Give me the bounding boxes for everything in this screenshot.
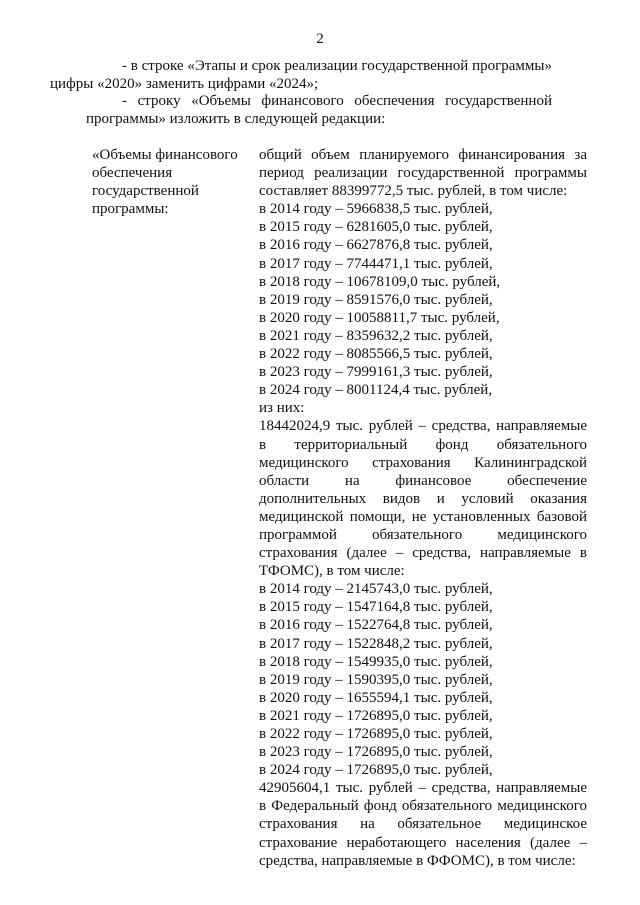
total-year-item: в 2023 году – 7999161,3 тыс. рублей,	[259, 364, 493, 381]
tfoms-year-item: в 2024 году – 1726895,0 тыс. рублей,	[259, 762, 493, 779]
amendment-item-stages-line1: - в строке «Этапы и срок реализации государственной программы»	[122, 58, 552, 74]
ffoms-text-line: страхования на обязательное медицинское	[259, 816, 587, 833]
tfoms-text-line: области на финансовое обеспечение	[259, 472, 587, 489]
total-year-item: в 2014 году – 5966838,5 тыс. рублей,	[259, 201, 493, 218]
total-text-line: составляет 88399772,5 тыс. рублей, в том числе:	[259, 183, 568, 200]
total-year-item: в 2024 году – 8001124,4 тыс. рублей,	[259, 382, 493, 399]
amendment-item-stages-line2: цифры «2020» заменить цифрами «2024»;	[50, 75, 319, 92]
tfoms-text-line: медицинской помощи, не установленных базовой	[259, 508, 587, 525]
tfoms-year-item: в 2019 году – 1590395,0 тыс. рублей,	[259, 671, 493, 688]
tfoms-year-item: в 2016 году – 1522764,8 тыс. рублей,	[259, 617, 493, 634]
ffoms-text-line: в Федеральный фонд обязательного медицинского	[259, 798, 587, 815]
tfoms-year-item: в 2023 году – 1726895,0 тыс. рублей,	[259, 744, 493, 761]
total-year-item: в 2018 году – 10678109,0 тыс. рублей,	[259, 273, 501, 290]
row-label-line: программы:	[92, 201, 169, 218]
total-year-item: в 2017 году – 7744471,1 тыс. рублей,	[259, 255, 493, 272]
total-text-line: период реализации государственной программы	[259, 165, 587, 182]
row-label-line: обеспечения	[92, 165, 173, 182]
ffoms-text-line: 42905604,1 тыс. рублей – средства, направляемые	[259, 780, 587, 797]
total-year-item: в 2021 году – 8359632,2 тыс. рублей,	[259, 327, 493, 344]
tfoms-year-item: в 2022 году – 1726895,0 тыс. рублей,	[259, 726, 493, 742]
total-year-item: в 2016 году – 6627876,8 тыс. рублей,	[259, 237, 493, 254]
row-label-line: «Объемы финансового	[92, 147, 238, 163]
row-label-line: государственной	[92, 183, 199, 200]
tfoms-year-item: в 2018 году – 1549935,0 тыс. рублей,	[259, 653, 493, 670]
total-year-item: в 2020 году – 10058811,7 тыс. рублей,	[259, 309, 500, 326]
tfoms-year-item: в 2015 году – 1547164,8 тыс. рублей,	[259, 599, 493, 616]
row-content	[259, 146, 587, 870]
tfoms-text-line: ТФОМС), в том числе:	[259, 563, 405, 580]
tfoms-year-item: в 2021 году – 1726895,0 тыс. рублей,	[259, 707, 493, 724]
total-year-item: в 2022 году – 8085566,5 тыс. рублей,	[259, 346, 493, 363]
amendment-item-funding	[86, 93, 588, 128]
ffoms-text-line: страхование неработающего населения (далее –	[259, 834, 587, 851]
tfoms-text-line: 18442024,9 тыс. рублей – средства, направляемые	[259, 418, 587, 435]
total-year-item: в 2019 году – 8591576,0 тыс. рублей,	[259, 291, 493, 308]
amendment-item-funding-line1: - строку «Объемы финансового обеспечения государственной	[122, 93, 552, 109]
tfoms-year-item: в 2017 году – 1522848,2 тыс. рублей,	[259, 635, 493, 652]
tfoms-text-line: страхования (далее – средства, направляемые в	[259, 545, 587, 562]
tfoms-text-line: программой обязательного медицинского	[259, 526, 587, 543]
tfoms-year-item: в 2020 году – 1655594,1 тыс. рублей,	[259, 689, 493, 706]
tfoms-text-line: дополнительных видов и условий оказания	[259, 490, 587, 507]
tfoms-text-line: в территориальный фонд обязательного	[259, 436, 587, 453]
tfoms-text-line: медицинского страхования Калининградской	[259, 454, 587, 471]
amendment-item-stages	[50, 58, 588, 93]
total-text-line: общий объем планируемого финансирования за	[259, 147, 587, 163]
amendment-item-funding-line2: программы» изложить в следующей редакции:	[86, 110, 386, 127]
tfoms-year-item: в 2014 году – 2145743,0 тыс. рублей,	[259, 581, 493, 598]
page-number: 2	[316, 31, 324, 47]
ffoms-text-line: средства, направляемые в ФФОМС), в том числе:	[259, 852, 576, 869]
of-them-label: из них:	[259, 400, 305, 417]
total-year-item: в 2015 году – 6281605,0 тыс. рублей,	[259, 219, 493, 236]
row-label	[92, 146, 252, 218]
amendment-intro	[50, 58, 588, 128]
